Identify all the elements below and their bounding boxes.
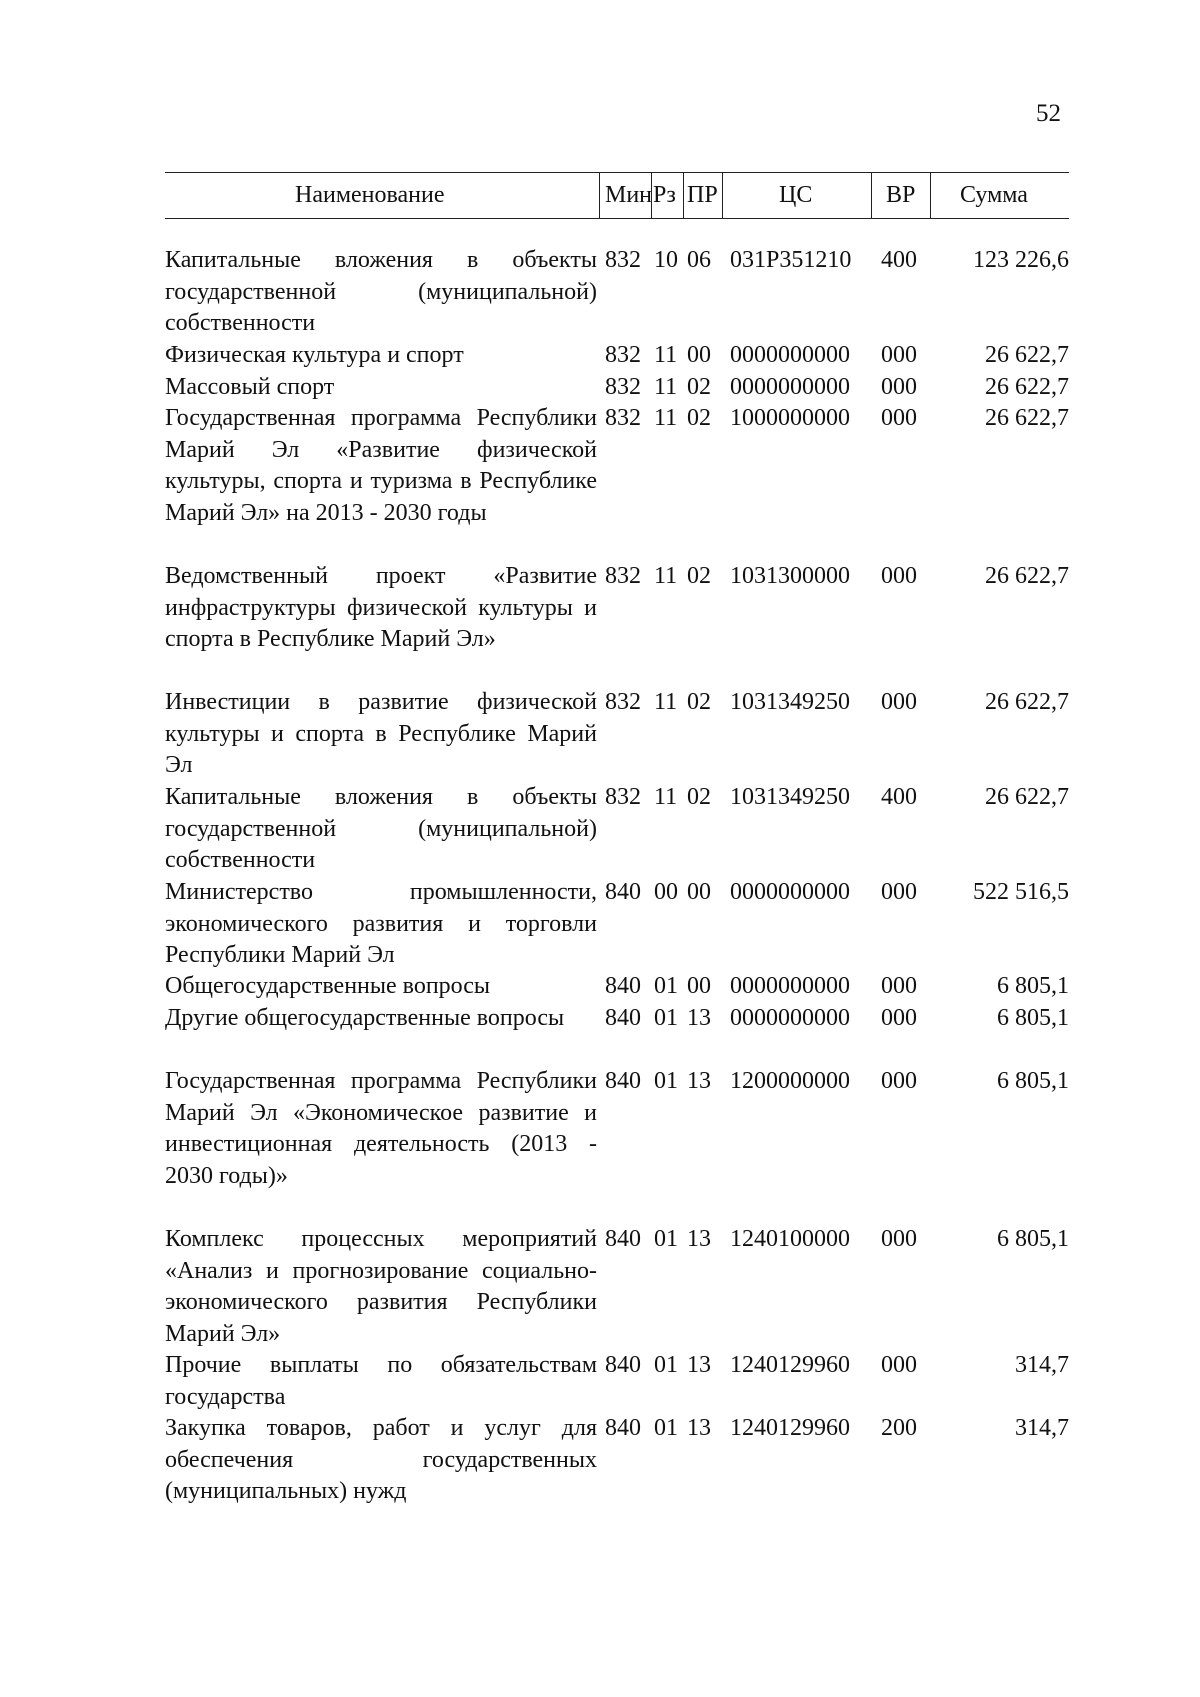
row-min: 840 [605,1226,641,1252]
page-number: 52 [1036,100,1061,127]
column-header-cs: ЦС [779,182,813,208]
row-rz: 01 [654,1226,678,1252]
row-vr: 000 [881,1005,917,1031]
row-vr: 000 [881,1068,917,1094]
row-vr: 000 [881,405,917,431]
row-cs: 1031349250 [730,689,850,715]
row-pr: 13 [687,1226,711,1252]
row-pr: 13 [687,1005,711,1031]
row-sum: 26 622,7 [985,689,1069,715]
row-cs: 1000000000 [730,405,850,431]
row-vr: 200 [881,1415,917,1441]
row-pr: 02 [687,689,711,715]
row-name: Общегосударственные вопросы [165,973,491,999]
column-divider [599,173,600,218]
row-sum: 522 516,5 [973,879,1069,905]
row-min: 840 [605,879,641,905]
row-sum: 123 226,6 [973,247,1069,273]
row-sum: 6 805,1 [997,1068,1069,1094]
row-vr: 000 [881,374,917,400]
row-vr: 000 [881,342,917,368]
row-name: Государственная программа Республики Марий Эл «Экономическое развитие и инвестиционная деятельность (2013 - 2030 годы)» [165,1068,597,1189]
row-name: Капитальные вложения в объекты государственной (муниципальной) собственности [165,784,597,874]
column-header-pr: ПР [687,182,718,208]
row-rz: 01 [654,1005,678,1031]
row-name: Другие общегосударственные вопросы [165,1005,565,1031]
column-divider [722,173,723,218]
row-cs: 1031300000 [730,563,850,589]
row-pr: 13 [687,1415,711,1441]
row-rz: 11 [654,689,678,715]
row-vr: 000 [881,563,917,589]
row-rz: 11 [654,374,678,400]
row-pr: 06 [687,247,711,273]
row-pr: 00 [687,973,711,999]
row-vr: 000 [881,689,917,715]
row-cs: 031Р351210 [730,247,852,273]
column-header-vr: ВР [886,182,916,208]
column-header-rz: Рз [653,182,676,208]
row-sum: 26 622,7 [985,563,1069,589]
column-divider [683,173,684,218]
column-divider [651,173,652,218]
table-header [165,172,1069,219]
row-name: Ведомственный проект «Развитие инфраструктуры физической культуры и спорта в Республике Марий Эл» [165,563,597,653]
row-rz: 00 [654,879,678,905]
row-vr: 400 [881,247,917,273]
row-rz: 01 [654,1352,678,1378]
column-header-min: Мин [605,182,653,208]
row-pr: 13 [687,1068,711,1094]
row-name: Физическая культура и спорт [165,342,464,368]
row-cs: 0000000000 [730,374,850,400]
row-sum: 26 622,7 [985,405,1069,431]
row-pr: 02 [687,374,711,400]
row-cs: 0000000000 [730,973,850,999]
row-cs: 0000000000 [730,342,850,368]
column-header-name: Наименование [295,182,445,208]
row-cs: 1240100000 [730,1226,850,1252]
row-rz: 11 [654,563,678,589]
row-min: 832 [605,784,641,810]
row-pr: 00 [687,879,711,905]
row-name: Массовый спорт [165,374,335,400]
row-vr: 000 [881,1226,917,1252]
row-rz: 01 [654,1415,678,1441]
row-name: Комплекс процессных мероприятий «Анализ и прогнозирование социально-экономического развития Республики Марий Эл» [165,1226,597,1347]
row-min: 832 [605,247,641,273]
row-sum: 314,7 [1015,1415,1069,1441]
column-divider [871,173,872,218]
row-cs: 1031349250 [730,784,850,810]
row-cs: 1200000000 [730,1068,850,1094]
row-rz: 11 [654,784,678,810]
row-rz: 01 [654,1068,678,1094]
row-vr: 400 [881,784,917,810]
row-min: 840 [605,1068,641,1094]
row-min: 832 [605,689,641,715]
column-divider [930,173,931,218]
row-cs: 1240129960 [730,1415,850,1441]
row-vr: 000 [881,973,917,999]
row-name: Государственная программа Республики Марий Эл «Развитие физической культуры, спорта и туризма в Республике Марий Эл» на 2013 - 2030 годы [165,405,597,526]
row-rz: 10 [654,247,678,273]
row-sum: 6 805,1 [997,973,1069,999]
row-sum: 6 805,1 [997,1226,1069,1252]
row-name: Инвестиции в развитие физической культуры и спорта в Республике Марий Эл [165,689,597,779]
row-name: Министерство промышленности, экономического развития и торговли Республики Марий Эл [165,879,597,969]
column-header-sum: Сумма [960,182,1028,208]
row-min: 840 [605,1352,641,1378]
row-vr: 000 [881,1352,917,1378]
row-sum: 6 805,1 [997,1005,1069,1031]
row-sum: 26 622,7 [985,374,1069,400]
row-min: 832 [605,563,641,589]
row-pr: 02 [687,563,711,589]
row-rz: 01 [654,973,678,999]
row-sum: 26 622,7 [985,784,1069,810]
row-cs: 0000000000 [730,1005,850,1031]
row-cs: 1240129960 [730,1352,850,1378]
row-min: 832 [605,374,641,400]
row-sum: 314,7 [1015,1352,1069,1378]
row-min: 840 [605,1005,641,1031]
row-pr: 00 [687,342,711,368]
row-pr: 13 [687,1352,711,1378]
row-cs: 0000000000 [730,879,850,905]
row-min: 840 [605,1415,641,1441]
row-rz: 11 [654,342,678,368]
row-min: 832 [605,342,641,368]
row-min: 840 [605,973,641,999]
row-vr: 000 [881,879,917,905]
row-min: 832 [605,405,641,431]
row-name: Прочие выплаты по обязательствам государства [165,1352,597,1410]
row-pr: 02 [687,784,711,810]
row-name: Капитальные вложения в объекты государственной (муниципальной) собственности [165,247,597,337]
row-pr: 02 [687,405,711,431]
row-name: Закупка товаров, работ и услуг для обеспечения государственных (муниципальных) нужд [165,1415,597,1505]
row-rz: 11 [654,405,678,431]
row-sum: 26 622,7 [985,342,1069,368]
